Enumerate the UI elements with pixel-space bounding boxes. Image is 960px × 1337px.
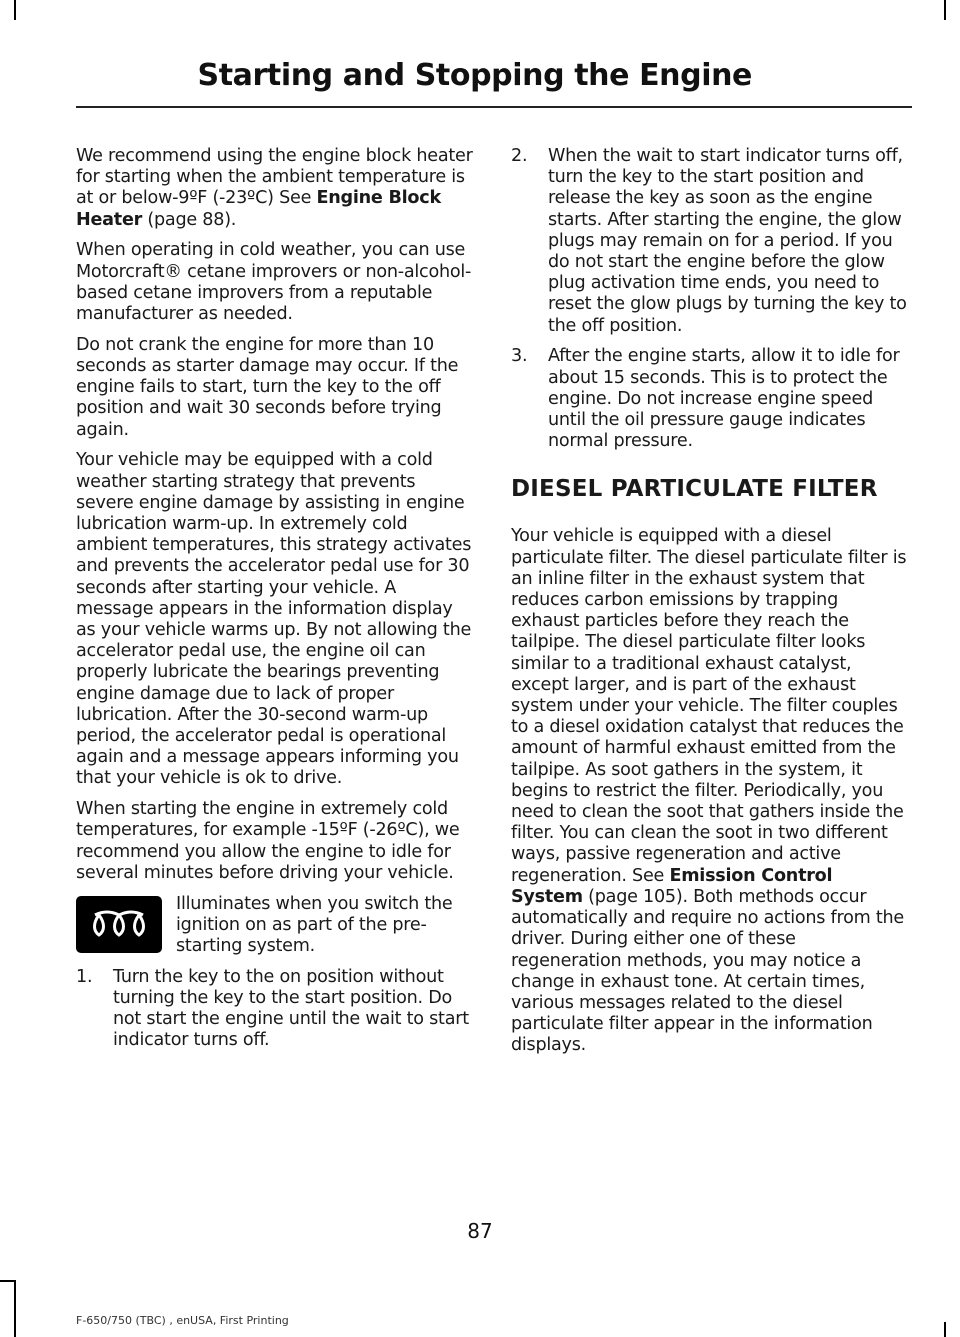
paragraph-cold-strategy: Your vehicle may be equipped with a cold weather starting strategy that prevents severe engine damage by assisting in engine lubrication warm-up. In extremely cold ambient temperatures, this strategy activates and prevents the accelerator pedal use for 30 seconds after starting your vehicle. A message appears in the information display as your vehicle warms up. By not allowing the accelerator pedal use, the engine oil can properly lubricate the bearings preventing engine damage due to lack of proper lubrication. After the 30-second warm-up period, the accelerator pedal is operational again and a message appears informing you that your vehicle is ok to drive. — [76, 450, 472, 789]
section-heading-dpf: DIESEL PARTICULATE FILTER — [511, 476, 878, 503]
footer-print-info: F-650/750 (TBC) , enUSA, First Printing — [76, 1314, 289, 1327]
glow-plug-icon — [76, 896, 162, 953]
step-3-text: After the engine starts, allow it to idle for about 15 seconds. This is to protect the engine. Do not increase engine speed until the oil pressure gauge indicates normal pressure. — [548, 346, 900, 452]
header-divider — [76, 106, 912, 108]
crop-mark-bottom-left-h — [0, 1280, 16, 1282]
paragraph-dpf: Your vehicle is equipped with a diesel particulate filter. The diesel particulate filter is an inline filter in the exhaust system that reduces carbon emissions by trapping exhaust particles before they reach the tailpipe. The diesel particulate filter looks similar to a traditional exhaust catalyst, except larger, and is part of the exhaust system under your vehicle. The filter couples to a diesel oxidation catalyst that reduces the amount of harmful exhaust emitted from the tailpipe. As soot gathers in the system, it begins to restrict the filter. Periodically, you need to clean the soot that gathers inside the filter. You can clean the soot in two different ways, passive regeneration and active regeneration. See Emission Control System (page 105). Both methods occur automatically and require no actions from the driver. During either one of these regeneration methods, you may notice a change in exhaust tone. At certain times, various messages related to the diesel particulate filter appear in the information displays. — [511, 526, 907, 1056]
crop-mark-top-right — [944, 0, 946, 20]
link-engine-block-heater[interactable]: Engine Block Heater — [76, 188, 441, 230]
step-2 — [511, 146, 909, 337]
step-2-number: 2. — [511, 146, 528, 166]
page-number: 87 — [467, 1219, 493, 1243]
page-title: Starting and Stopping the Engine — [197, 58, 752, 93]
link-emission-control-system[interactable]: Emission Control System — [511, 865, 833, 907]
step-1-text: Turn the key to the on position without turning the key to the start position. Do not start the engine until the wait to start indicator turns off. — [113, 966, 469, 1051]
glow-plug-indicator-row — [76, 894, 474, 958]
step-2-text: When the wait to start indicator turns off, turn the key to the start position and release the key as soon as the engine starts. After starting the engine, the glow plugs may remain on for a period. If you do not start the engine before the glow plug activation time ends, you need to reset the glow plugs by turning the key to the off position. — [548, 146, 907, 336]
step-3 — [511, 346, 909, 452]
glow-plug-caption: Illuminates when you switch the ignition on as part of the pre-starting system. — [176, 893, 453, 957]
crop-mark-bottom-left — [14, 1280, 16, 1337]
paragraph-cetane: When operating in cold weather, you can use Motorcraft® cetane improvers or non-alcohol-based cetane improvers from a reputable manufacturer as needed. — [76, 240, 472, 325]
crop-mark-top-left — [14, 0, 16, 20]
paragraph-block-heater: We recommend using the engine block heater for starting when the ambient temperature is at or below-9ºF (-23ºC) See Engine Block Heater (page 88). — [76, 146, 473, 230]
step-3-number: 3. — [511, 346, 528, 367]
step-1-number: 1. — [76, 966, 93, 987]
paragraph-crank: Do not crank the engine for more than 10 seconds as starter damage may occur. If the engine fails to start, turn the key to the off position and wait 30 seconds before trying again. — [76, 334, 459, 440]
left-column — [76, 146, 474, 1061]
crop-mark-bottom-right — [944, 1322, 946, 1337]
step-1 — [76, 967, 474, 1052]
right-column — [511, 146, 909, 1066]
paragraph-idle: When starting the engine in extremely cold temperatures, for example -15ºF (-26ºC), we recommend you allow the engine to idle for several minutes before driving your vehicle. — [76, 799, 460, 883]
